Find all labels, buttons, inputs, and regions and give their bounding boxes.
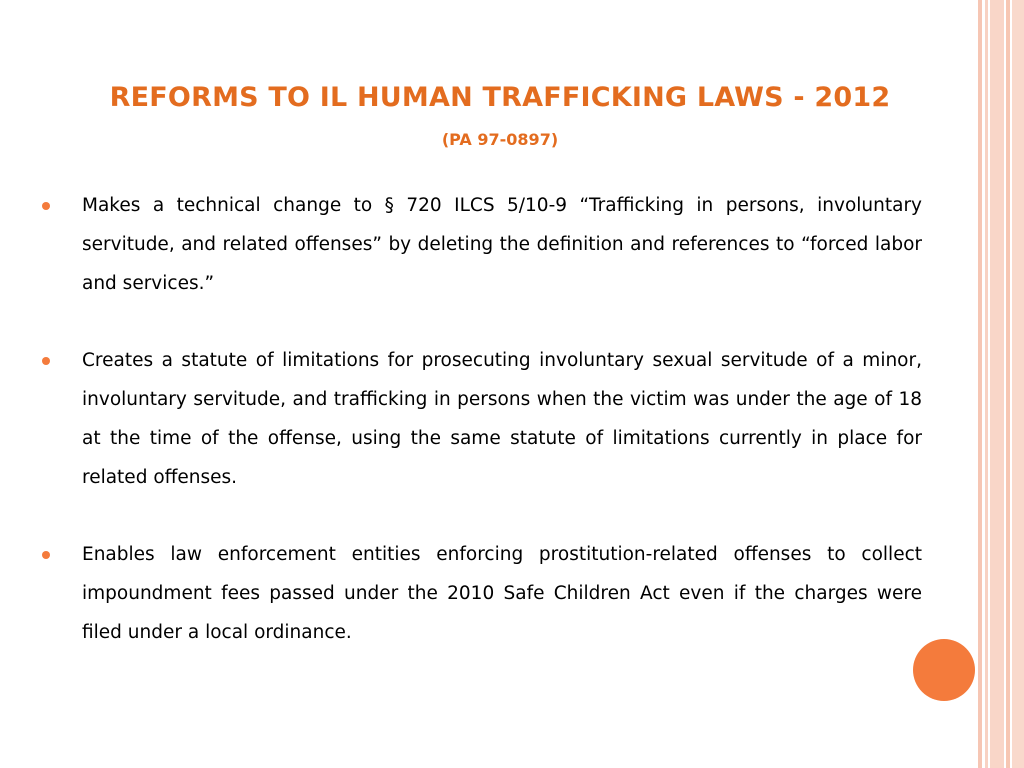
- bullet-text: Enables law enforcement entities enforcing prostitution-related offenses to collect impoundment fees passed under the 2010 Safe Children Act even if the charges were filed under a local ordinance.: [82, 544, 922, 643]
- decorative-stripe: [1006, 0, 1010, 768]
- decorative-stripe: [978, 0, 982, 768]
- decorative-stripe: [1012, 0, 1024, 768]
- bullet-list: [40, 186, 922, 690]
- bullet-dot-icon: [42, 357, 50, 365]
- bullet-text: Creates a statute of limitations for prosecuting involuntary sexual servitude of a minor, involuntary servitude, and trafficking in persons when the victim was under the age of 18 at the time of the offense, using the same statute of limitations currently in place for related offenses.: [82, 350, 922, 488]
- slide-subtitle: (PA 97-0897): [441, 130, 559, 149]
- bullet-dot-icon: [42, 551, 50, 559]
- bullet-item: [40, 341, 922, 497]
- decorative-stripe: [990, 0, 1004, 768]
- bullet-item: [40, 186, 922, 303]
- bullet-dot-icon: [42, 202, 50, 210]
- bullet-item: [40, 535, 922, 652]
- slide-title: REFORMS TO IL HUMAN TRAFFICKING LAWS - 2012: [109, 82, 891, 113]
- bullet-text: Makes a technical change to § 720 ILCS 5/10-9 “Trafficking in persons, involuntary servitude, and related offenses” by deleting the definition and references to “forced labor and services.”: [82, 195, 922, 294]
- decorative-stripe: [985, 0, 988, 768]
- decorative-circle: [913, 639, 975, 701]
